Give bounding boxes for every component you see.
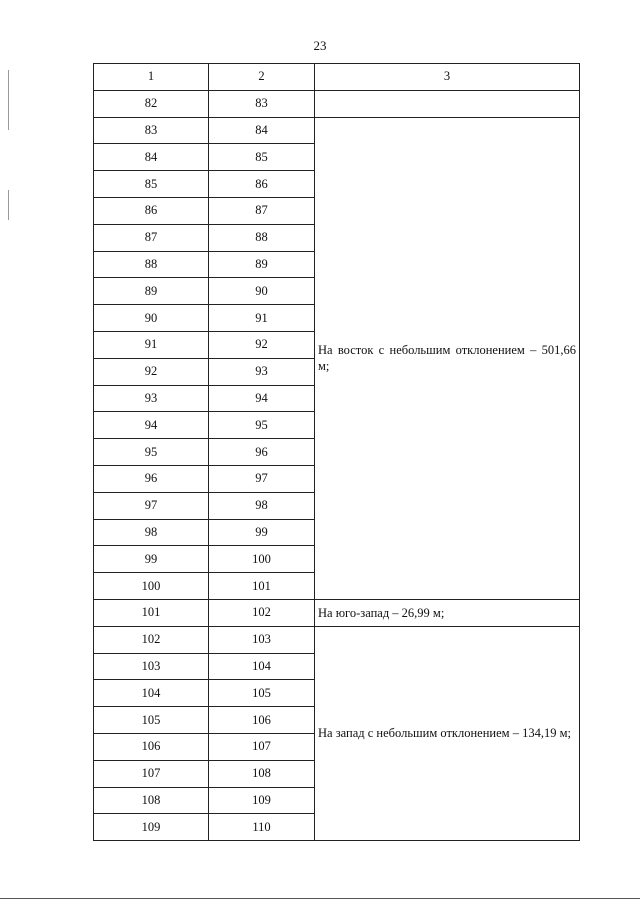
- point-to-cell: 108: [209, 760, 315, 787]
- point-to-cell: 86: [209, 171, 315, 198]
- point-to-cell: 84: [209, 117, 315, 144]
- point-from-cell: 96: [94, 465, 209, 492]
- point-to-cell: 95: [209, 412, 315, 439]
- point-to-cell: 102: [209, 599, 315, 626]
- point-from-cell: 103: [94, 653, 209, 680]
- boundary-table: [93, 63, 580, 841]
- table-row: [94, 117, 580, 144]
- point-to-cell: 109: [209, 787, 315, 814]
- point-from-cell: 90: [94, 305, 209, 332]
- point-from-cell: 89: [94, 278, 209, 305]
- point-to-cell: 85: [209, 144, 315, 171]
- point-from-cell: 95: [94, 439, 209, 466]
- header-col-1: 1: [94, 64, 209, 91]
- page-number: 23: [313, 38, 327, 53]
- point-from-cell: 104: [94, 680, 209, 707]
- point-to-cell: 96: [209, 439, 315, 466]
- direction-description-cell: На юго-запад – 26,99 м;: [315, 599, 580, 626]
- point-from-cell: 106: [94, 733, 209, 760]
- point-to-cell: 107: [209, 733, 315, 760]
- point-from-cell: 102: [94, 626, 209, 653]
- point-from-cell: 108: [94, 787, 209, 814]
- point-from-cell: 109: [94, 814, 209, 841]
- point-from-cell: 92: [94, 358, 209, 385]
- point-to-cell: 98: [209, 492, 315, 519]
- table-row: [94, 90, 580, 117]
- table-row: [94, 599, 580, 626]
- header-col-2: 2: [209, 64, 315, 91]
- point-from-cell: 85: [94, 171, 209, 198]
- point-from-cell: 88: [94, 251, 209, 278]
- scan-margin-mark: [8, 70, 9, 130]
- point-from-cell: 105: [94, 707, 209, 734]
- point-from-cell: 100: [94, 573, 209, 600]
- point-to-cell: 105: [209, 680, 315, 707]
- point-to-cell: 87: [209, 197, 315, 224]
- point-to-cell: 103: [209, 626, 315, 653]
- point-to-cell: 91: [209, 305, 315, 332]
- point-to-cell: 97: [209, 465, 315, 492]
- point-to-cell: 89: [209, 251, 315, 278]
- point-from-cell: 91: [94, 331, 209, 358]
- point-from-cell: 86: [94, 197, 209, 224]
- point-from-cell: 82: [94, 90, 209, 117]
- header-col-3: 3: [315, 64, 580, 91]
- point-to-cell: 110: [209, 814, 315, 841]
- direction-description-cell: На восток с небольшим отклонением – 501,66 м;: [315, 117, 580, 599]
- point-to-cell: 99: [209, 519, 315, 546]
- point-from-cell: 98: [94, 519, 209, 546]
- scan-margin-mark: [8, 190, 9, 220]
- point-from-cell: 84: [94, 144, 209, 171]
- point-to-cell: 104: [209, 653, 315, 680]
- point-to-cell: 101: [209, 573, 315, 600]
- point-from-cell: 101: [94, 599, 209, 626]
- direction-description-cell: На запад с небольшим отклонением – 134,19 м;: [315, 626, 580, 840]
- point-from-cell: 94: [94, 412, 209, 439]
- table-row: [94, 626, 580, 653]
- table-header-row: [94, 64, 580, 91]
- point-from-cell: 87: [94, 224, 209, 251]
- point-to-cell: 88: [209, 224, 315, 251]
- page-bottom-edge: [0, 898, 640, 899]
- point-to-cell: 94: [209, 385, 315, 412]
- point-to-cell: 106: [209, 707, 315, 734]
- point-to-cell: 83: [209, 90, 315, 117]
- point-from-cell: 107: [94, 760, 209, 787]
- point-to-cell: 100: [209, 546, 315, 573]
- point-from-cell: 93: [94, 385, 209, 412]
- point-to-cell: 92: [209, 331, 315, 358]
- point-from-cell: 97: [94, 492, 209, 519]
- direction-description-cell: [315, 90, 580, 117]
- point-to-cell: 93: [209, 358, 315, 385]
- point-from-cell: 83: [94, 117, 209, 144]
- point-to-cell: 90: [209, 278, 315, 305]
- point-from-cell: 99: [94, 546, 209, 573]
